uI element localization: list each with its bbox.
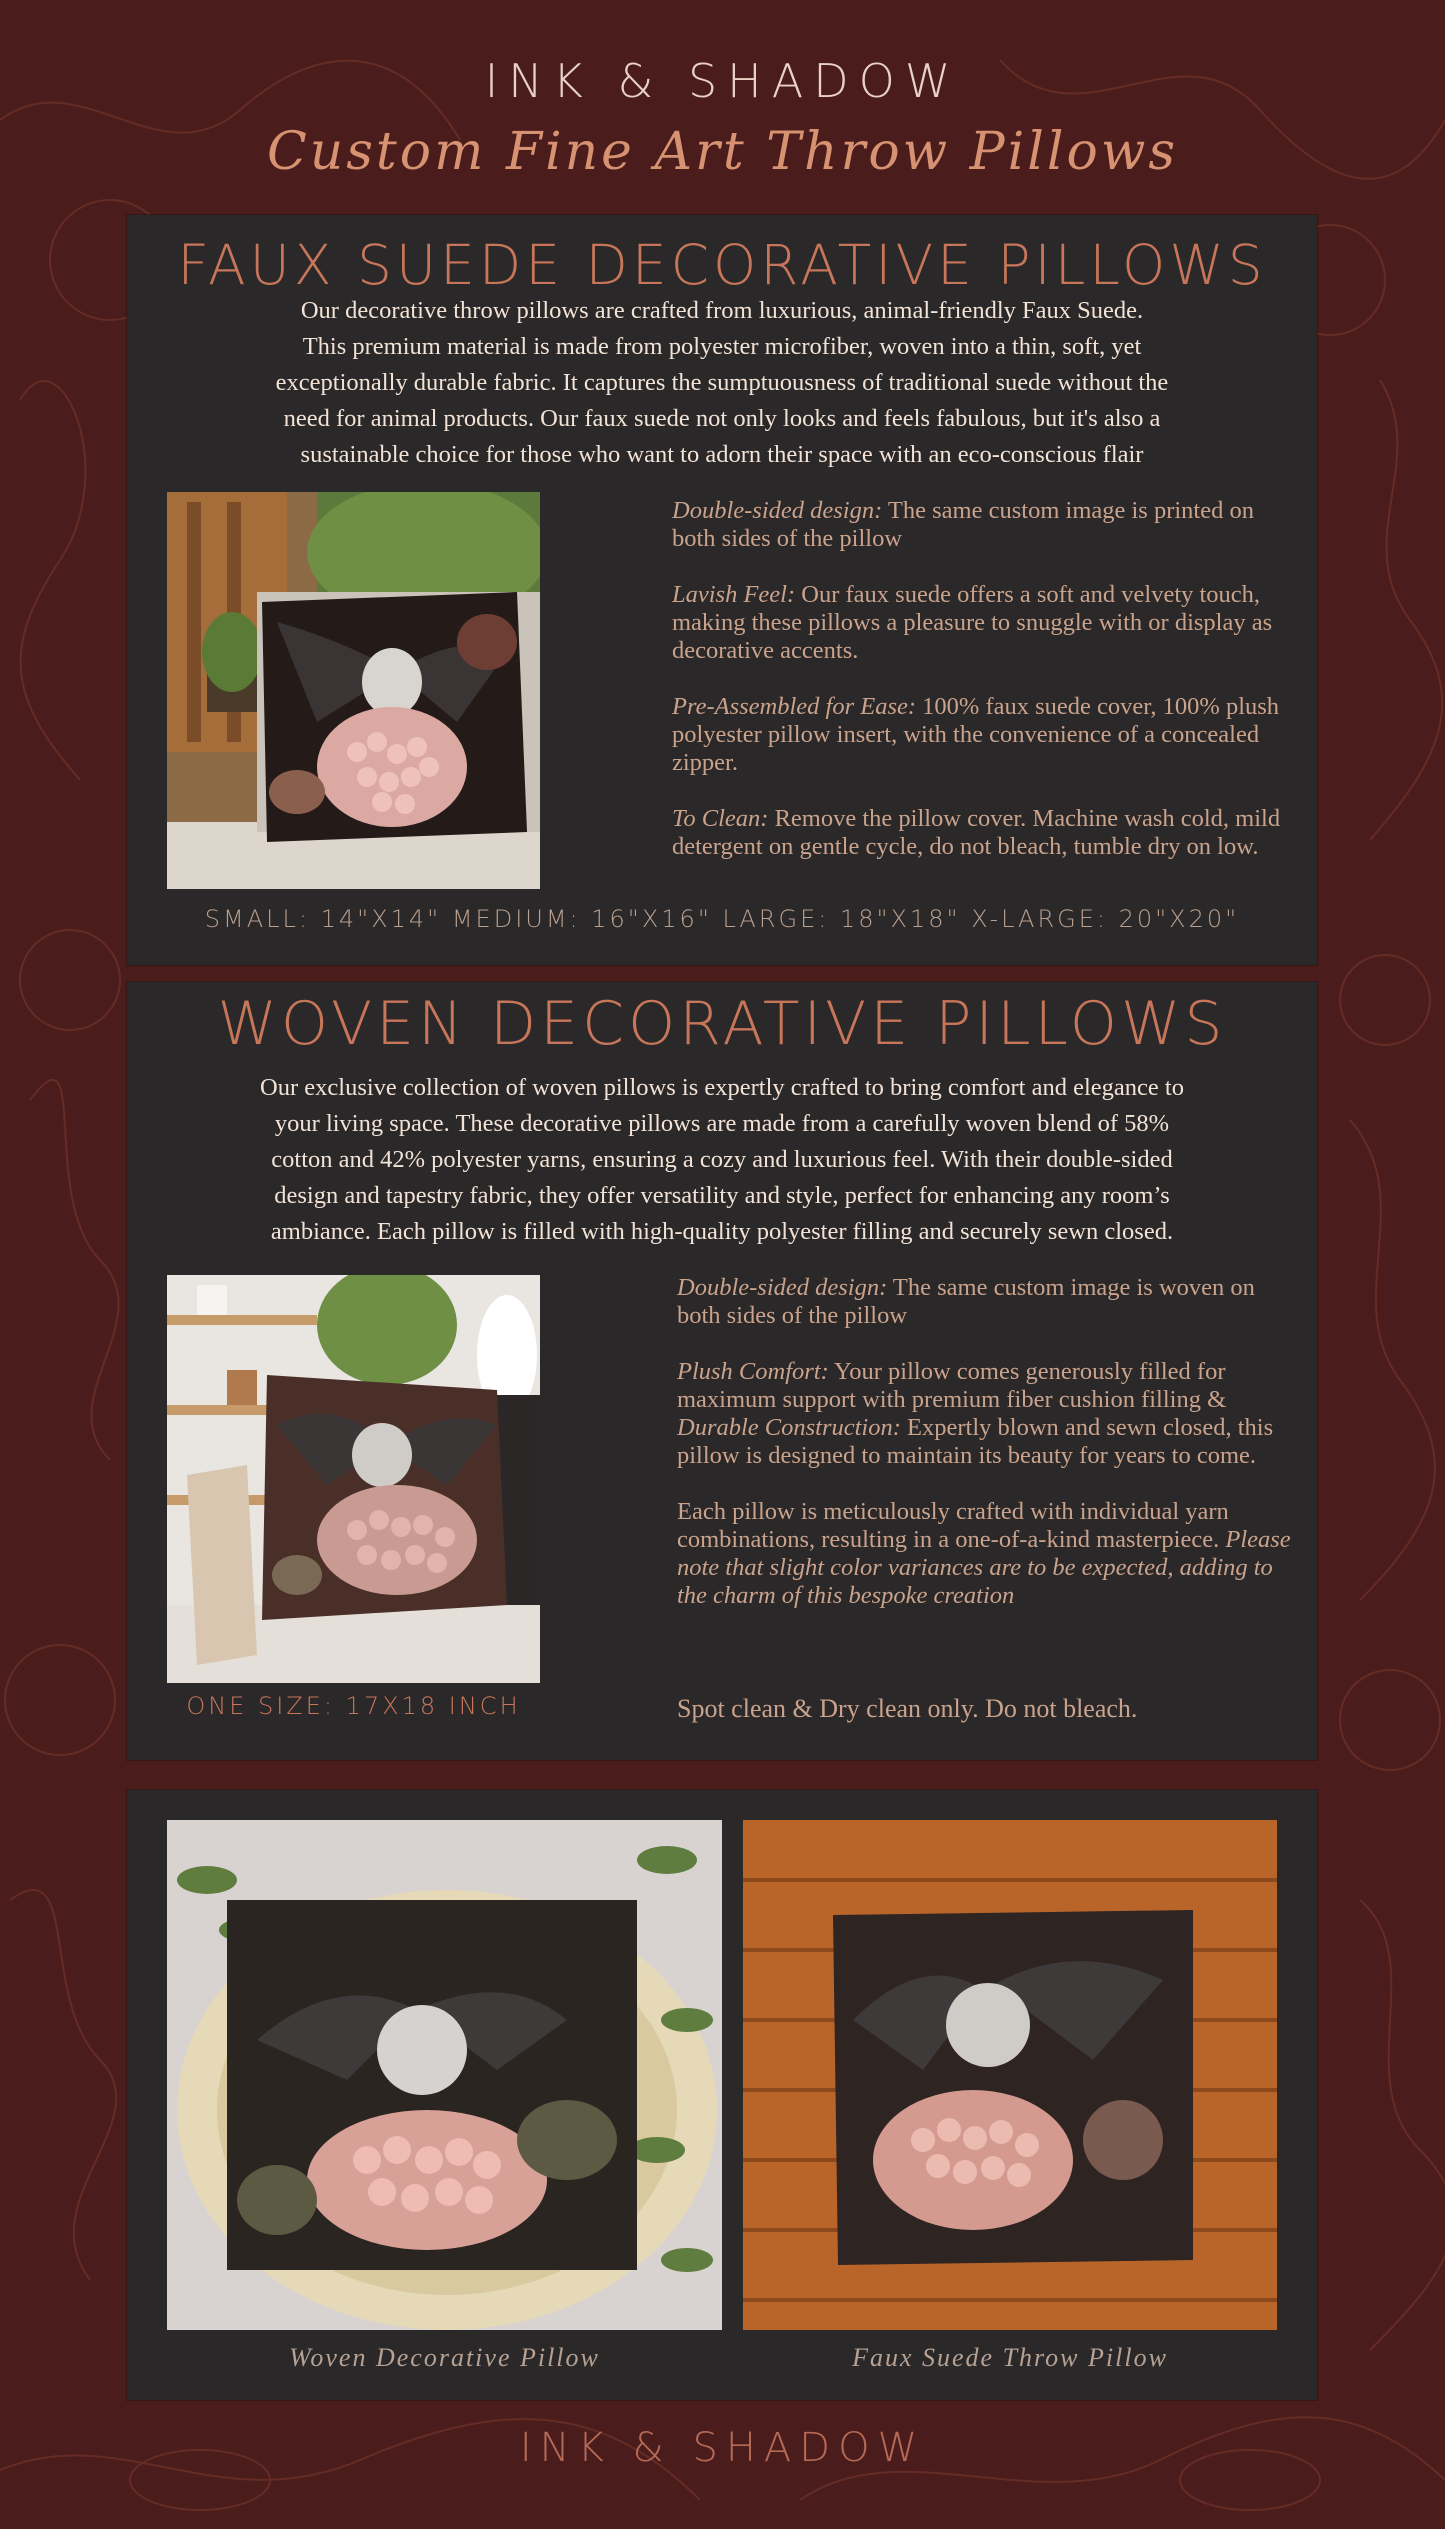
feature-text: Our faux suede offers a soft and velvety touch, making these pillows a pleasure to snuggle with or display as decorative accents. (672, 581, 1273, 664)
faux-suede-features (672, 497, 1292, 889)
intro-line: This premium material is made from polyester microfiber, woven into a thin, soft, yet (302, 333, 1142, 360)
intro-line: sustainable choice for those who want to adorn their space with an eco-conscious flair (300, 441, 1144, 468)
feature-label: Double-sided design: (677, 1274, 888, 1301)
feature-item (672, 693, 1292, 777)
caption-woven-pillow: Woven Decorative Pillow (289, 2343, 600, 2372)
feature-item (672, 581, 1292, 665)
gallery-panel (127, 1790, 1317, 2400)
header (0, 45, 1445, 187)
feature-item (672, 497, 1292, 553)
feature-text: The same custom image is printed on both sides of the pillow (672, 497, 1254, 552)
faux-suede-panel (127, 215, 1317, 965)
tagline: Custom Fine Art Throw Pillows (266, 122, 1179, 182)
feature-text: The same custom image is woven on both sides of the pillow (677, 1274, 1255, 1329)
feature-label: Double-sided design: (672, 497, 883, 524)
faux-suede-sizes: SMALL: 14"X14" MEDIUM: 16"X16" LARGE: 18"X18" X-LARGE: 20"X20" (204, 905, 1240, 933)
faux-suede-product-photo (167, 492, 540, 889)
footer-brand: INK & SHADOW (519, 2425, 926, 2471)
faux-suede-pillow-photo (743, 1820, 1277, 2330)
caption-faux-suede-pillow: Faux Suede Throw Pillow (852, 2343, 1168, 2372)
feature-text: Expertly blown and sewn closed, this pillow is designed to maintain its beauty for years to come. (677, 1414, 1274, 1469)
intro-line: need for animal products. Our faux suede not only looks and feels fabulous, but it's also a (283, 405, 1161, 432)
woven-product-photo (167, 1275, 540, 1683)
woven-panel (127, 982, 1317, 1760)
intro-line: your living space. These decorative pillows are made from a carefully woven blend of 58% (274, 1110, 1170, 1137)
brand-title: INK & SHADOW (484, 54, 961, 108)
feature-text: Remove the pillow cover. Machine wash cold, mild detergent on gentle cycle, do not bleach, tumble dry on low. (672, 805, 1281, 860)
feature-item (672, 805, 1292, 861)
feature-item (677, 1498, 1292, 1610)
feature-text: Your pillow comes generously filled for maximum support with premium fiber cushion filling & (677, 1358, 1227, 1413)
woven-intro (177, 1070, 1267, 1250)
feature-label: Lavish Feel: (672, 581, 796, 608)
intro-line: ambiance. Each pillow is filled with high-quality polyester filling and securely sewn closed. (270, 1218, 1174, 1245)
faux-suede-title: FAUX SUEDE DECORATIVE PILLOWS (177, 233, 1267, 297)
woven-size: ONE SIZE: 17X18 INCH (186, 1692, 521, 1720)
intro-line: Our exclusive collection of woven pillows is expertly crafted to bring comfort and elegance to (260, 1074, 1184, 1101)
intro-line: cotton and 42% polyester yarns, ensuring a cozy and luxurious feel. With their double-sided (271, 1146, 1173, 1173)
intro-line: Our decorative throw pillows are crafted from luxurious, animal-friendly Faux Suede. (300, 297, 1144, 324)
woven-title: WOVEN DECORATIVE PILLOWS (217, 989, 1227, 1059)
feature-item (677, 1274, 1292, 1330)
woven-features (677, 1274, 1292, 1638)
feature-text: Each pillow is meticulously crafted with individual yarn combinations, resulting in a one-of-a-kind masterpiece. (677, 1498, 1229, 1553)
feature-label: To Clean: (672, 805, 769, 832)
woven-pillow-photo (167, 1820, 722, 2330)
faux-suede-intro (177, 293, 1267, 473)
feature-note: Please note that slight color variances are to be expected, adding to the charm of this bespoke creation (677, 1526, 1291, 1609)
feature-label: Plush Comfort: (677, 1358, 829, 1385)
intro-line: exceptionally durable fabric. It captures the sumptuousness of traditional suede without the (275, 369, 1169, 396)
feature-item (677, 1358, 1292, 1470)
feature-text: 100% faux suede cover, 100% plush polyester pillow insert, with the convenience of a concealed zipper. (672, 693, 1280, 776)
woven-care-text: Spot clean & Dry clean only. Do not bleach. (677, 1694, 1138, 1723)
feature-label: Pre-Assembled for Ease: (672, 693, 917, 720)
intro-line: design and tapestry fabric, they offer versatility and style, perfect for enhancing any room’s (274, 1182, 1170, 1209)
feature-label: Durable Construction: (677, 1414, 901, 1441)
